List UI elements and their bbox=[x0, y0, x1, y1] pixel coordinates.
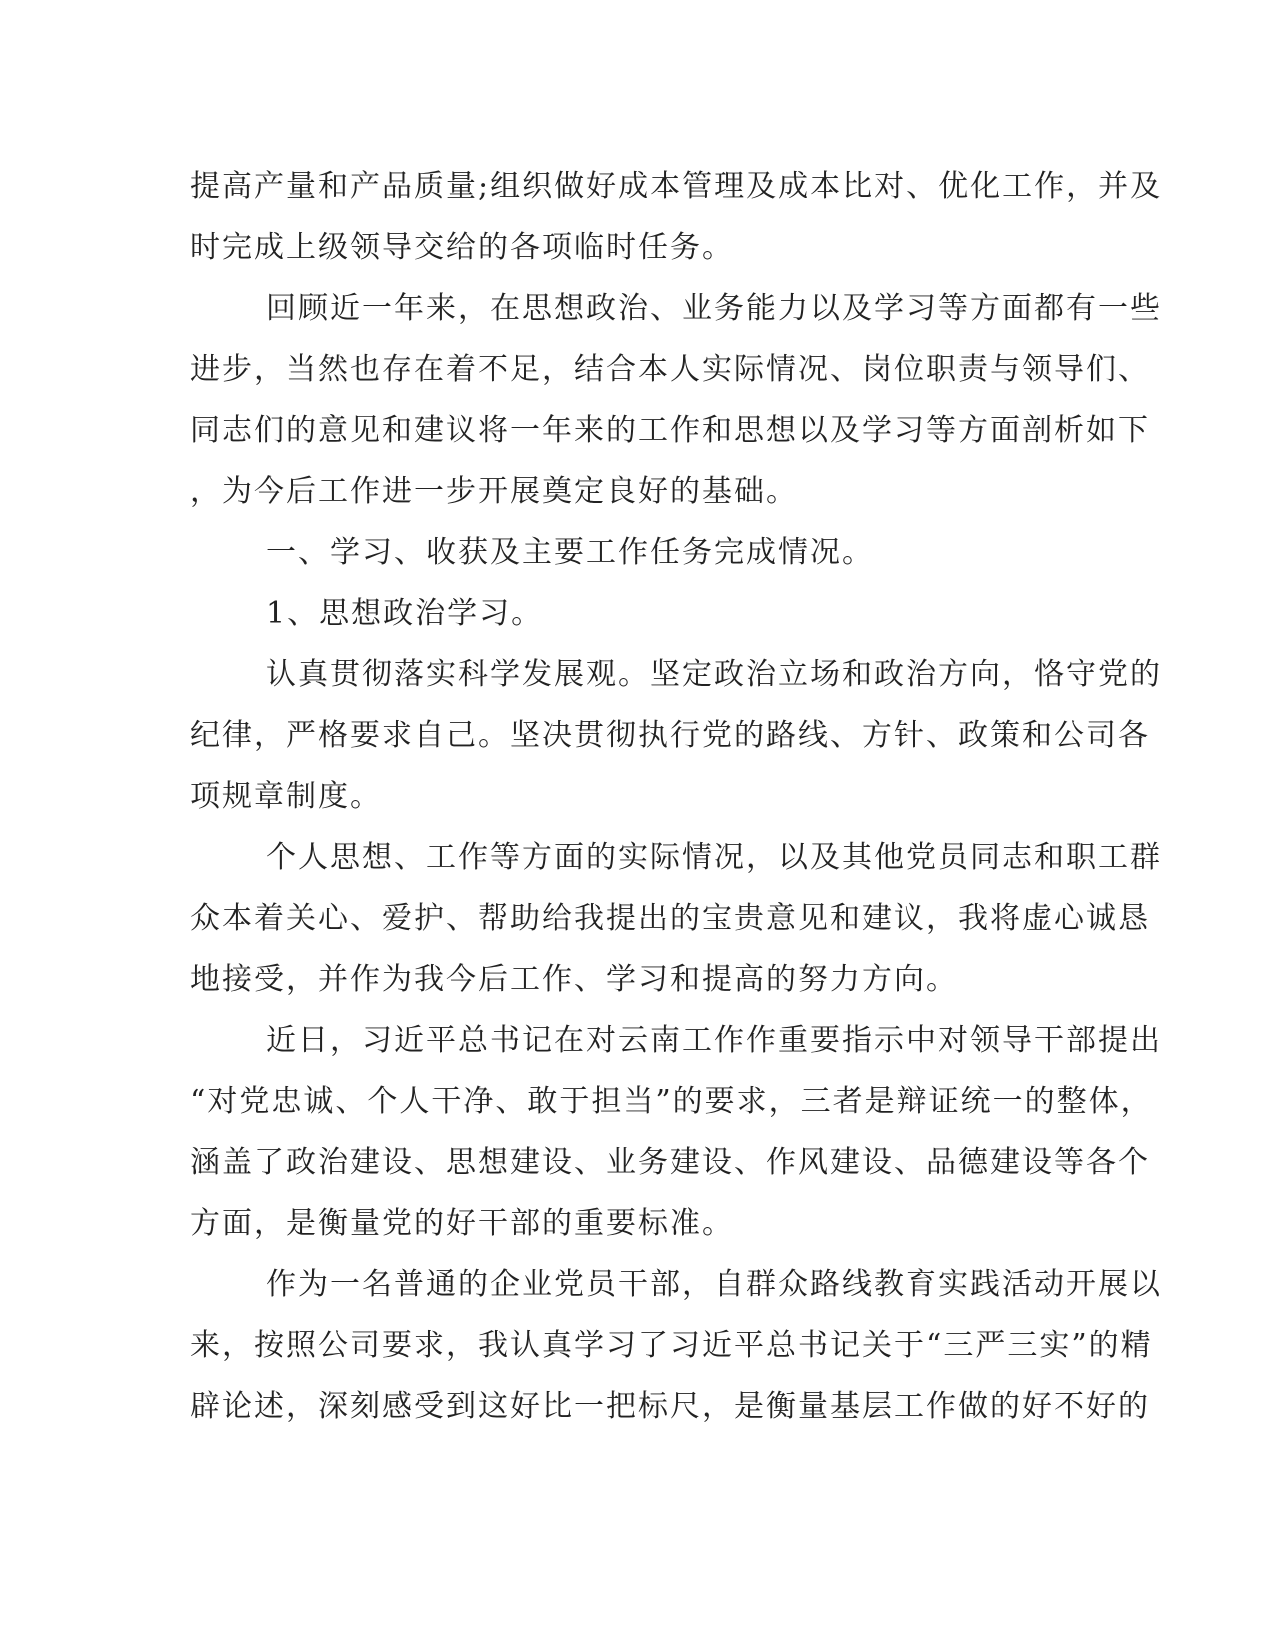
text-line: ，为今后工作进一步开展奠定良好的基础。 bbox=[190, 474, 798, 509]
text-line: 纪律，严格要求自己。坚决贯彻执行党的路线、方针、政策和公司各 bbox=[190, 718, 1150, 753]
text-line: 近日，习近平总书记在对云南工作作重要指示中对领导干部提出 bbox=[266, 1023, 1162, 1058]
text-line: 方面，是衡量党的好干部的重要标准。 bbox=[190, 1206, 734, 1241]
text-line: 提高产量和产品质量;组织做好成本管理及成本比对、优化工作，并及 bbox=[190, 169, 1163, 204]
text-line: 时完成上级领导交给的各项临时任务。 bbox=[190, 230, 734, 265]
text-line: 同志们的意见和建议将一年来的工作和思想以及学习等方面剖析如下 bbox=[190, 413, 1150, 448]
text-line: 众本着关心、爱护、帮助给我提出的宝贵意见和建议，我将虚心诚恳 bbox=[190, 901, 1150, 936]
text-line: 辟论述，深刻感受到这好比一把标尺，是衡量基层工作做的好不好的 bbox=[190, 1389, 1150, 1424]
text-line: 作为一名普通的企业党员干部，自群众路线教育实践活动开展以 bbox=[266, 1267, 1162, 1302]
text-line: 进步，当然也存在着不足，结合本人实际情况、岗位职责与领导们、 bbox=[190, 352, 1150, 387]
text-line: 来，按照公司要求，我认真学习了习近平总书记关于“三严三实”的精 bbox=[190, 1328, 1153, 1363]
text-line: 涵盖了政治建设、思想建设、业务建设、作风建设、品德建设等各个 bbox=[190, 1145, 1150, 1180]
text-line: 地接受，并作为我今后工作、学习和提高的努力方向。 bbox=[190, 962, 958, 997]
section-heading: 一、学习、收获及主要工作任务完成情况。 bbox=[266, 535, 874, 570]
subsection-heading: 1、思想政治学习。 bbox=[266, 596, 544, 631]
text-line: 回顾近一年来，在思想政治、业务能力以及学习等方面都有一些 bbox=[266, 291, 1162, 326]
text-line: “对党忠诚、个人干净、敢于担当”的要求，三者是辩证统一的整体， bbox=[190, 1084, 1153, 1119]
text-line: 个人思想、工作等方面的实际情况，以及其他党员同志和职工群 bbox=[266, 840, 1162, 875]
text-line: 认真贯彻落实科学发展观。坚定政治立场和政治方向，恪守党的 bbox=[266, 657, 1162, 692]
text-line: 项规章制度。 bbox=[190, 779, 382, 814]
document-body bbox=[190, 156, 1163, 1437]
